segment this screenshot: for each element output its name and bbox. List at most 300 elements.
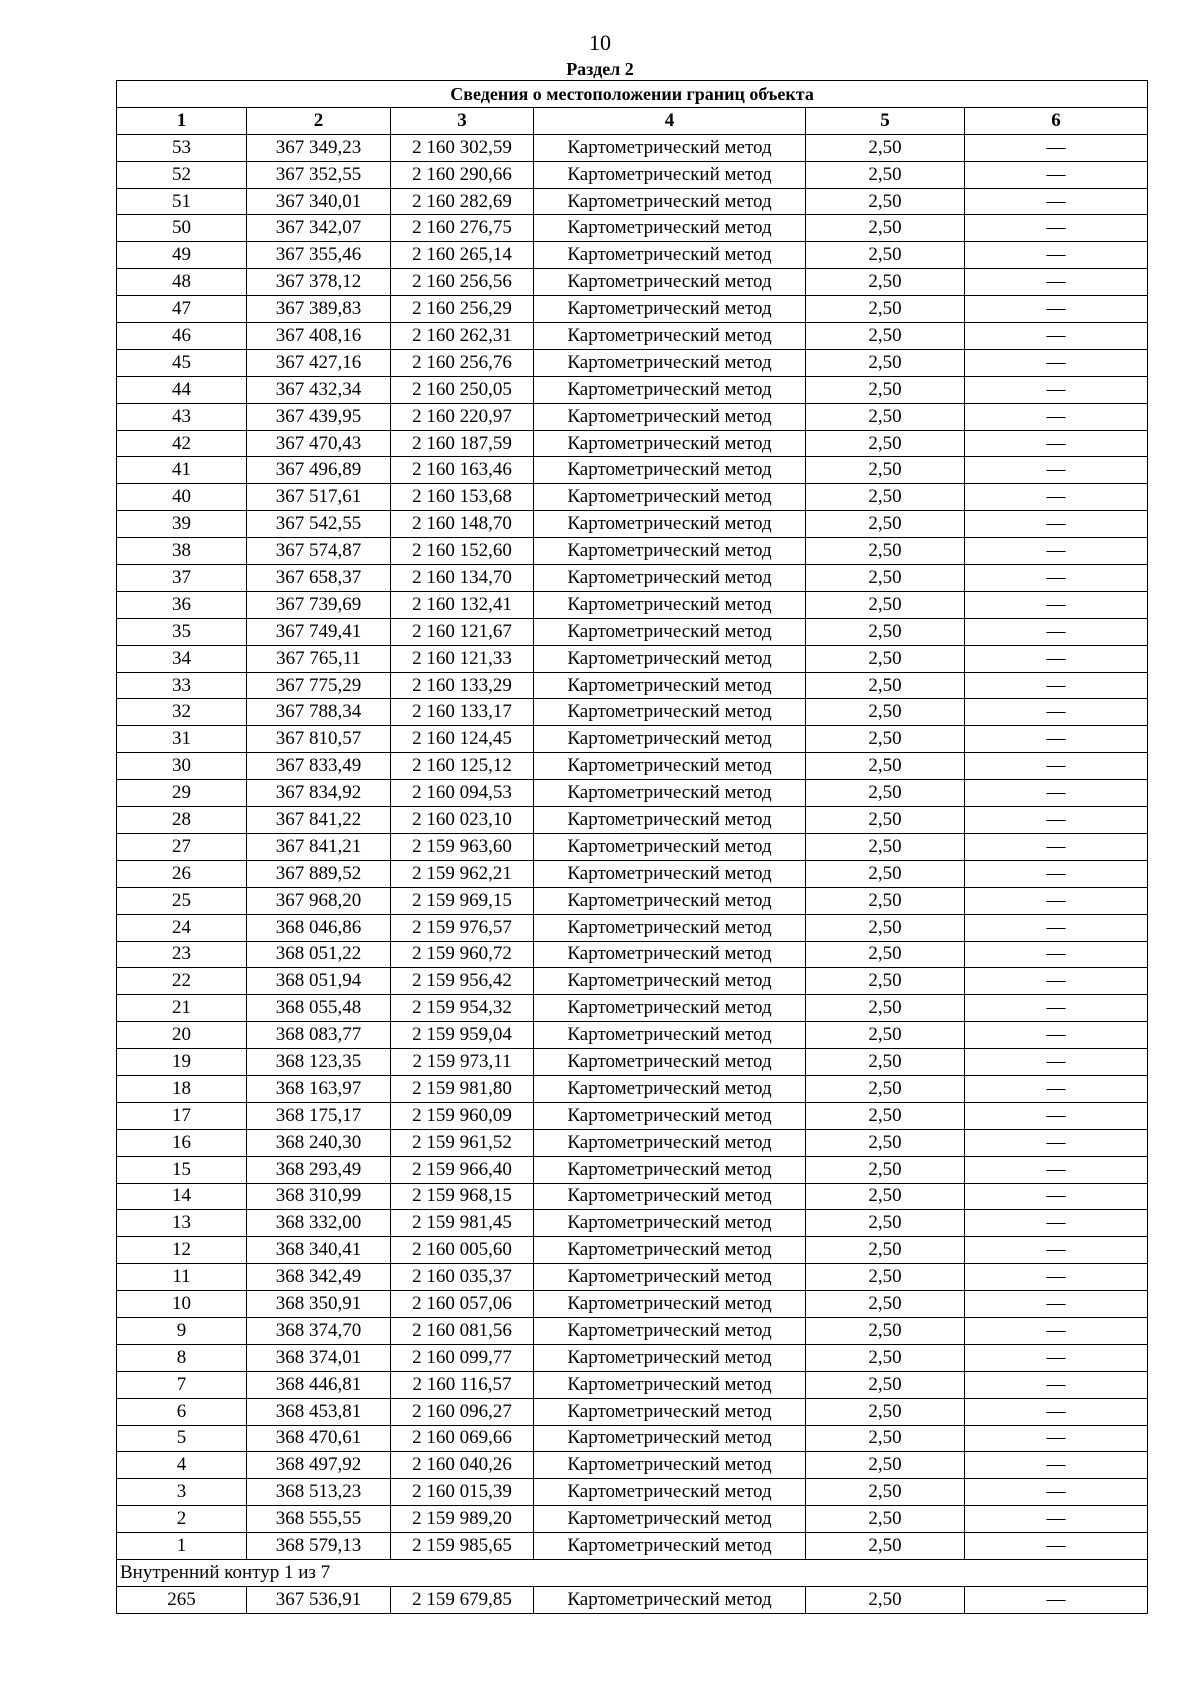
table-cell: 367 765,11 (247, 645, 391, 672)
table-cell: — (965, 1129, 1148, 1156)
table-cell: — (965, 699, 1148, 726)
page-number: 10 (589, 30, 611, 55)
table-cell: 24 (117, 914, 247, 941)
table-cell: Картометрический метод (534, 1398, 806, 1425)
table-cell: — (965, 1317, 1148, 1344)
table-cell: Картометрический метод (534, 1371, 806, 1398)
table-cell: 2,50 (806, 699, 965, 726)
table-cell: 2 160 040,26 (391, 1452, 534, 1479)
table-cell: 2 160 121,67 (391, 618, 534, 645)
table-row (117, 1506, 1148, 1533)
column-header: 4 (534, 107, 806, 134)
table-cell: 2 160 282,69 (391, 188, 534, 215)
table-cell: 13 (117, 1210, 247, 1237)
table-cell: Картометрический метод (534, 968, 806, 995)
table-row (117, 995, 1148, 1022)
table-cell: 38 (117, 538, 247, 565)
table-cell: Картометрический метод (534, 511, 806, 538)
table-cell: 49 (117, 242, 247, 269)
table-cell: 9 (117, 1317, 247, 1344)
table-row (117, 1398, 1148, 1425)
table-cell: 367 889,52 (247, 860, 391, 887)
table-cell: 2,50 (806, 860, 965, 887)
table-cell: 2,50 (806, 833, 965, 860)
table-cell: — (965, 376, 1148, 403)
table-cell: Картометрический метод (534, 1237, 806, 1264)
table-row (117, 511, 1148, 538)
table-cell: 2 160 005,60 (391, 1237, 534, 1264)
table-cell: 2,50 (806, 1371, 965, 1398)
table-cell: 35 (117, 618, 247, 645)
table-cell: Картометрический метод (534, 1183, 806, 1210)
table-row (117, 269, 1148, 296)
table-cell: 2 160 256,29 (391, 296, 534, 323)
table-cell: 2,50 (806, 726, 965, 753)
table-cell: 2,50 (806, 565, 965, 592)
table-cell: 367 834,92 (247, 780, 391, 807)
table-cell: Картометрический метод (534, 161, 806, 188)
table-cell: 21 (117, 995, 247, 1022)
table-cell: 2 160 116,57 (391, 1371, 534, 1398)
table-cell: — (965, 134, 1148, 161)
table-row (117, 349, 1148, 376)
table-cell: Картометрический метод (534, 349, 806, 376)
table-cell: 16 (117, 1129, 247, 1156)
table-cell: 2 159 954,32 (391, 995, 534, 1022)
table-cell: 368 555,55 (247, 1506, 391, 1533)
table-row (117, 134, 1148, 161)
table-cell: Картометрический метод (534, 538, 806, 565)
table-cell: 2 159 961,52 (391, 1129, 534, 1156)
table-cell: 367 470,43 (247, 430, 391, 457)
table-cell: 2,50 (806, 1317, 965, 1344)
table-cell: Картометрический метод (534, 1022, 806, 1049)
boundary-table (116, 80, 1148, 1614)
column-header: 1 (117, 107, 247, 134)
table-cell: 37 (117, 565, 247, 592)
table-cell: 368 446,81 (247, 1371, 391, 1398)
table-cell: 2,50 (806, 1586, 965, 1613)
table-cell: 367 841,22 (247, 807, 391, 834)
table-cell: 368 579,13 (247, 1533, 391, 1560)
table-cell: Картометрический метод (534, 1425, 806, 1452)
table-cell: 2 160 153,68 (391, 484, 534, 511)
table-cell: — (965, 914, 1148, 941)
table-cell: 2,50 (806, 484, 965, 511)
table-row (117, 403, 1148, 430)
table-cell: 5 (117, 1425, 247, 1452)
table-row (117, 323, 1148, 350)
table-cell: — (965, 1398, 1148, 1425)
table-row (117, 296, 1148, 323)
table-cell: — (965, 349, 1148, 376)
table-cell: 2,50 (806, 1102, 965, 1129)
table-head (117, 81, 1148, 135)
table-cell: 2,50 (806, 618, 965, 645)
table-cell: — (965, 941, 1148, 968)
table-cell: 2 159 981,45 (391, 1210, 534, 1237)
table-cell: Картометрический метод (534, 1264, 806, 1291)
table-cell: Картометрический метод (534, 1506, 806, 1533)
table-cell: — (965, 296, 1148, 323)
table-cell: Картометрический метод (534, 941, 806, 968)
table-cell: 2 160 015,39 (391, 1479, 534, 1506)
table-cell: 2,50 (806, 1156, 965, 1183)
table-cell: 368 163,97 (247, 1075, 391, 1102)
table-cell: 7 (117, 1371, 247, 1398)
table-cell: 2 160 133,17 (391, 699, 534, 726)
table-cell: 367 408,16 (247, 323, 391, 350)
table-cell: 2,50 (806, 242, 965, 269)
table-row (117, 457, 1148, 484)
table-cell: 44 (117, 376, 247, 403)
table-row (117, 753, 1148, 780)
table-cell: — (965, 1291, 1148, 1318)
table-cell: 2,50 (806, 941, 965, 968)
table-cell: 2 160 125,12 (391, 753, 534, 780)
table-cell: 2 160 069,66 (391, 1425, 534, 1452)
table-cell: Картометрический метод (534, 1452, 806, 1479)
table-row (117, 215, 1148, 242)
table-cell: 367 749,41 (247, 618, 391, 645)
table-row (117, 887, 1148, 914)
table-cell: 28 (117, 807, 247, 834)
table-cell: 367 389,83 (247, 296, 391, 323)
table-cell: — (965, 780, 1148, 807)
table-cell: — (965, 323, 1148, 350)
table-cell: 2,50 (806, 807, 965, 834)
table-cell: Картометрический метод (534, 1156, 806, 1183)
table-cell: 43 (117, 403, 247, 430)
table-row (117, 1371, 1148, 1398)
table-cell: 2,50 (806, 403, 965, 430)
table-cell: 2 160 035,37 (391, 1264, 534, 1291)
table-cell: — (965, 484, 1148, 511)
table-cell: 2 160 124,45 (391, 726, 534, 753)
table-cell: Картометрический метод (534, 430, 806, 457)
table-cell: Картометрический метод (534, 242, 806, 269)
table-cell: 368 310,99 (247, 1183, 391, 1210)
table-row (117, 672, 1148, 699)
table-cell: 8 (117, 1344, 247, 1371)
table-cell: 2 160 134,70 (391, 565, 534, 592)
table-cell: Картометрический метод (534, 726, 806, 753)
table-row (117, 1533, 1148, 1560)
table-row (117, 833, 1148, 860)
table-cell: 2 160 256,76 (391, 349, 534, 376)
table-cell: 2,50 (806, 995, 965, 1022)
table-cell: 367 775,29 (247, 672, 391, 699)
table-cell: 367 788,34 (247, 699, 391, 726)
table-cell: 51 (117, 188, 247, 215)
table-cell: 367 378,12 (247, 269, 391, 296)
table-cell: 46 (117, 323, 247, 350)
table-cell: 2 159 989,20 (391, 1506, 534, 1533)
table-cell: — (965, 403, 1148, 430)
column-header: 3 (391, 107, 534, 134)
table-row (117, 1129, 1148, 1156)
table-cell: 6 (117, 1398, 247, 1425)
table-cell: 2 160 187,59 (391, 430, 534, 457)
table-cell: 2,50 (806, 1129, 965, 1156)
table-cell: 39 (117, 511, 247, 538)
table-cell: 2 160 265,14 (391, 242, 534, 269)
table-row (117, 618, 1148, 645)
table-row (117, 161, 1148, 188)
table-cell: Картометрический метод (534, 269, 806, 296)
table-cell: 20 (117, 1022, 247, 1049)
table-cell: 3 (117, 1479, 247, 1506)
table-cell: 2,50 (806, 887, 965, 914)
table-cell: 2 160 099,77 (391, 1344, 534, 1371)
table-row (117, 1264, 1148, 1291)
table-row (117, 1183, 1148, 1210)
table-cell: 2,50 (806, 1022, 965, 1049)
table-cell: 22 (117, 968, 247, 995)
table-row (117, 591, 1148, 618)
table-cell: 368 453,81 (247, 1398, 391, 1425)
table-cell: — (965, 860, 1148, 887)
table-cell: — (965, 565, 1148, 592)
table-cell: 2,50 (806, 1264, 965, 1291)
table-cell: Картометрический метод (534, 1479, 806, 1506)
table-row (117, 780, 1148, 807)
table-cell: 368 293,49 (247, 1156, 391, 1183)
table-row (117, 645, 1148, 672)
table-cell: 2 159 973,11 (391, 1049, 534, 1076)
table-cell: 265 (117, 1586, 247, 1613)
table-cell: 2 160 220,97 (391, 403, 534, 430)
table-cell: Картометрический метод (534, 215, 806, 242)
table-cell: Картометрический метод (534, 1210, 806, 1237)
table-cell: Картометрический метод (534, 403, 806, 430)
table-cell: — (965, 1479, 1148, 1506)
table-cell: Картометрический метод (534, 995, 806, 1022)
table-cell: 368 513,23 (247, 1479, 391, 1506)
table-cell: 2 159 985,65 (391, 1533, 534, 1560)
table-row (117, 1075, 1148, 1102)
table-cell: 367 352,55 (247, 161, 391, 188)
table-cell: Картометрический метод (534, 1317, 806, 1344)
table-cell: Картометрический метод (534, 1102, 806, 1129)
table-cell: 367 349,23 (247, 134, 391, 161)
table-cell: 2 160 023,10 (391, 807, 534, 834)
table-cell: 47 (117, 296, 247, 323)
table-cell: — (965, 1102, 1148, 1129)
table-cell: 2,50 (806, 323, 965, 350)
table-row (117, 1344, 1148, 1371)
table-cell: 368 240,30 (247, 1129, 391, 1156)
table-cell: 30 (117, 753, 247, 780)
table-cell: — (965, 1022, 1148, 1049)
table-cell: 2 160 152,60 (391, 538, 534, 565)
table-cell: 2 160 081,56 (391, 1317, 534, 1344)
table-cell: — (965, 457, 1148, 484)
table-cell: — (965, 1533, 1148, 1560)
table-cell: 45 (117, 349, 247, 376)
table-cell: 367 439,95 (247, 403, 391, 430)
table-cell: 2,50 (806, 1049, 965, 1076)
table-cell: 367 968,20 (247, 887, 391, 914)
contour-label-row (117, 1559, 1148, 1586)
table-cell: 33 (117, 672, 247, 699)
table-cell: 2,50 (806, 1425, 965, 1452)
table-cell: 367 517,61 (247, 484, 391, 511)
table-cell: 2,50 (806, 914, 965, 941)
table-cell: — (965, 188, 1148, 215)
table-cell: — (965, 1183, 1148, 1210)
column-header: 5 (806, 107, 965, 134)
table-cell: 2,50 (806, 349, 965, 376)
table-cell: 2,50 (806, 296, 965, 323)
table-cell: Картометрический метод (534, 860, 806, 887)
table-row (117, 807, 1148, 834)
table-cell: 367 342,07 (247, 215, 391, 242)
table-cell: 2,50 (806, 1344, 965, 1371)
table-cell: 31 (117, 726, 247, 753)
table-cell: 2,50 (806, 1291, 965, 1318)
table-cell: Картометрический метод (534, 833, 806, 860)
table-cell: — (965, 807, 1148, 834)
table-cell: 367 658,37 (247, 565, 391, 592)
table-cell: 2,50 (806, 269, 965, 296)
table-cell: 26 (117, 860, 247, 887)
table-cell: 2,50 (806, 1183, 965, 1210)
table-row (117, 484, 1148, 511)
table-cell: — (965, 1075, 1148, 1102)
table-cell: 2 159 966,40 (391, 1156, 534, 1183)
column-header-row (117, 107, 1148, 134)
table-cell: — (965, 1156, 1148, 1183)
table-cell: 2 159 960,09 (391, 1102, 534, 1129)
table-cell: 368 497,92 (247, 1452, 391, 1479)
table-cell: Картометрический метод (534, 457, 806, 484)
table-cell: 368 051,94 (247, 968, 391, 995)
table-cell: — (965, 242, 1148, 269)
table-cell: — (965, 538, 1148, 565)
table-cell: — (965, 1371, 1148, 1398)
table-cell: 2 160 133,29 (391, 672, 534, 699)
table-cell: 368 051,22 (247, 941, 391, 968)
table-cell: 368 332,00 (247, 1210, 391, 1237)
table-row (117, 1022, 1148, 1049)
table-cell: 2 160 094,53 (391, 780, 534, 807)
table-cell: 2,50 (806, 538, 965, 565)
table-cell: 2 160 057,06 (391, 1291, 534, 1318)
table-cell: 2 159 960,72 (391, 941, 534, 968)
table-cell: 2 160 096,27 (391, 1398, 534, 1425)
table-caption: Сведения о местоположении границ объекта (117, 81, 1148, 108)
table-cell: 368 374,70 (247, 1317, 391, 1344)
table-cell: 2,50 (806, 457, 965, 484)
table-cell: — (965, 618, 1148, 645)
table-cell: 2,50 (806, 376, 965, 403)
table-cell: Картометрический метод (534, 1129, 806, 1156)
table-cell: — (965, 1344, 1148, 1371)
table-cell: 2 160 163,46 (391, 457, 534, 484)
caption-row (117, 81, 1148, 108)
table-cell: 2,50 (806, 1210, 965, 1237)
table-row (117, 1317, 1148, 1344)
table-cell: 2,50 (806, 672, 965, 699)
table-row (117, 376, 1148, 403)
table-cell: 23 (117, 941, 247, 968)
table-cell: 2 159 981,80 (391, 1075, 534, 1102)
table-row (117, 1291, 1148, 1318)
table-cell: Картометрический метод (534, 323, 806, 350)
table-cell: 2,50 (806, 1533, 965, 1560)
table-cell: 2 160 132,41 (391, 591, 534, 618)
table-row (117, 242, 1148, 269)
table-cell: 2 159 976,57 (391, 914, 534, 941)
table-cell: Картометрический метод (534, 914, 806, 941)
table-cell: 36 (117, 591, 247, 618)
table-cell: — (965, 161, 1148, 188)
table-cell: Картометрический метод (534, 376, 806, 403)
table-row (117, 1425, 1148, 1452)
table-cell: 2,50 (806, 1075, 965, 1102)
table-cell: 367 542,55 (247, 511, 391, 538)
table-row (117, 1237, 1148, 1264)
table-cell: 368 055,48 (247, 995, 391, 1022)
table-cell: 367 427,16 (247, 349, 391, 376)
table-cell: 2,50 (806, 645, 965, 672)
table-cell: — (965, 1452, 1148, 1479)
table-cell: 2,50 (806, 780, 965, 807)
table-cell: 2 160 276,75 (391, 215, 534, 242)
table-cell: — (965, 887, 1148, 914)
table-cell: Картометрический метод (534, 188, 806, 215)
table-cell: — (965, 1049, 1148, 1076)
table-cell: 2 159 963,60 (391, 833, 534, 860)
table-cell: 2,50 (806, 1452, 965, 1479)
table-cell: 12 (117, 1237, 247, 1264)
table-row (117, 1102, 1148, 1129)
table-cell: Картометрический метод (534, 807, 806, 834)
table-cell: Картометрический метод (534, 753, 806, 780)
table-cell: 2 160 262,31 (391, 323, 534, 350)
table-cell: 2,50 (806, 1398, 965, 1425)
table-row (117, 860, 1148, 887)
table-cell: 1 (117, 1533, 247, 1560)
table-cell: 52 (117, 161, 247, 188)
table-cell: Картометрический метод (534, 296, 806, 323)
table-cell: — (965, 645, 1148, 672)
table-cell: Картометрический метод (534, 591, 806, 618)
column-header: 2 (247, 107, 391, 134)
table-cell: 2,50 (806, 1237, 965, 1264)
table-cell: 367 496,89 (247, 457, 391, 484)
table-cell: — (965, 1506, 1148, 1533)
table-cell: 368 350,91 (247, 1291, 391, 1318)
table-cell: Картометрический метод (534, 565, 806, 592)
table-cell: 17 (117, 1102, 247, 1129)
table-cell: Картометрический метод (534, 645, 806, 672)
table-cell: 41 (117, 457, 247, 484)
table-cell: 2,50 (806, 215, 965, 242)
table-cell: 2 160 148,70 (391, 511, 534, 538)
table-cell: 2,50 (806, 430, 965, 457)
table-cell: 367 841,21 (247, 833, 391, 860)
table-cell: Картометрический метод (534, 618, 806, 645)
table-cell: Картометрический метод (534, 484, 806, 511)
table-row (117, 565, 1148, 592)
table-cell: 40 (117, 484, 247, 511)
table-cell: 367 833,49 (247, 753, 391, 780)
table-cell: Картометрический метод (534, 134, 806, 161)
table-cell: Картометрический метод (534, 672, 806, 699)
column-header: 6 (965, 107, 1148, 134)
